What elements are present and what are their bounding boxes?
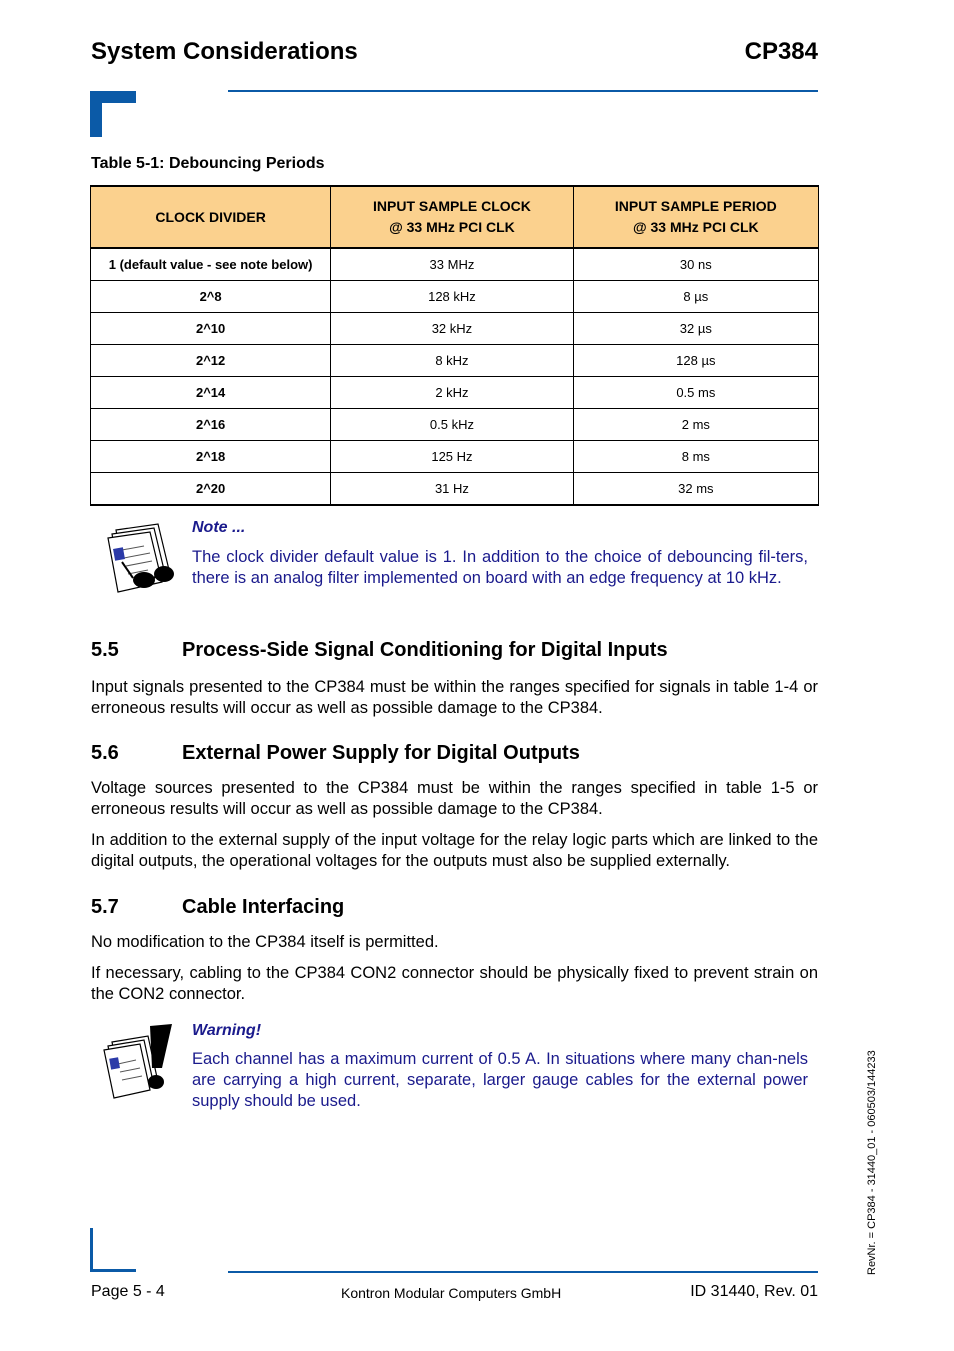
section-heading-5-5 (91, 639, 668, 662)
cell-sample-period: 30 ns (573, 248, 818, 281)
cell-clock-divider: 2^16 (91, 409, 331, 441)
cell-sample-clock: 33 MHz (331, 248, 573, 281)
cell-sample-clock: 2 kHz (331, 377, 573, 409)
table-row (91, 473, 819, 506)
table-header-row (91, 186, 819, 248)
corner-bracket-top-icon (90, 91, 136, 137)
section-title: Process-Side Signal Conditioning for Digital Inputs (182, 639, 668, 661)
cell-sample-period: 2 ms (573, 409, 818, 441)
table-row (91, 345, 819, 377)
cell-clock-divider: 2^12 (91, 345, 331, 377)
footer-company: Kontron Modular Computers GmbH (341, 1285, 562, 1301)
cell-sample-clock: 31 Hz (331, 473, 573, 506)
table-caption: Table 5-1: Debouncing Periods (91, 155, 325, 172)
paragraph: Voltage sources presented to the CP384 must be within the ranges specified in table 1-5 or erroneous results will occur as well as possible damage to the CP384. (91, 779, 818, 818)
section-heading-5-6 (91, 742, 580, 765)
warning-text: Each channel has a maximum current of 0.5 A. In situations where many chan-nels are carrying a high current, separate, larger gauge cables for the external power supply should be used. (192, 1050, 808, 1110)
paragraph: No modification to the CP384 itself is permitted. (91, 933, 439, 951)
footer-rule (228, 1271, 818, 1273)
paragraph: Input signals presented to the CP384 must be within the ranges specified for signals in table 1-4 or erroneous results will occur as well as possible damage to the CP384. (91, 678, 818, 717)
paragraph: If necessary, cabling to the CP384 CON2 connector should be physically fixed to prevent strain on the CON2 connector. (91, 964, 818, 1003)
table-row (91, 441, 819, 473)
section-number: 5.7 (91, 896, 119, 918)
debouncing-periods-table (90, 185, 819, 506)
warning-exclamation-icon (98, 1022, 178, 1100)
table-row (91, 409, 819, 441)
section-title: External Power Supply for Digital Outputs (182, 742, 580, 764)
cell-sample-period: 8 µs (573, 281, 818, 313)
cell-clock-divider: 2^10 (91, 313, 331, 345)
column-header-clock-divider: CLOCK DIVIDER (91, 186, 331, 248)
column-header-input-sample-period (573, 186, 818, 248)
cell-clock-divider: 2^14 (91, 377, 331, 409)
note-text: The clock divider default value is 1. In addition to the choice of debouncing fil-ters, there is an analog filter implemented on board with an edge frequency at 10 kHz. (192, 548, 808, 587)
cell-sample-period: 128 µs (573, 345, 818, 377)
cell-clock-divider: 2^20 (91, 473, 331, 506)
paragraph: In addition to the external supply of the input voltage for the relay logic parts which are linked to the digital outputs, the operational voltages for the outputs must also be supplied externally. (91, 831, 818, 870)
cell-sample-clock: 8 kHz (331, 345, 573, 377)
column-header-line: INPUT SAMPLE PERIOD @ 33 MHz PCI CLK (614, 198, 777, 235)
cell-sample-clock: 0.5 kHz (331, 409, 573, 441)
warning-title: Warning! (192, 1022, 262, 1039)
table-row (91, 281, 819, 313)
cell-sample-clock: 125 Hz (331, 441, 573, 473)
revision-number-vertical: RevNr. = CP384 - 31440_01 - 060503/144233 (866, 1050, 878, 1275)
table-row (91, 248, 819, 281)
section-heading-5-7 (91, 896, 344, 919)
header-rule (228, 90, 818, 92)
header-section-title: System Considerations (91, 38, 358, 65)
column-header-line: INPUT SAMPLE CLOCK @ 33 MHz PCI CLK (373, 198, 531, 235)
cell-clock-divider: 2^18 (91, 441, 331, 473)
section-title: Cable Interfacing (182, 896, 345, 918)
section-number: 5.5 (91, 639, 119, 661)
header-product-name: CP384 (744, 38, 818, 65)
cell-sample-clock: 32 kHz (331, 313, 573, 345)
cell-sample-clock: 128 kHz (331, 281, 573, 313)
cell-clock-divider: 1 (default value - see note below) (91, 248, 331, 281)
corner-bracket-bottom-icon (90, 1228, 136, 1272)
table-row (91, 313, 819, 345)
footer-document-id: ID 31440, Rev. 01 (690, 1283, 818, 1300)
section-number: 5.6 (91, 742, 119, 764)
cell-sample-period: 0.5 ms (573, 377, 818, 409)
cell-sample-period: 32 ms (573, 473, 818, 506)
note-document-icon (98, 522, 178, 598)
note-title: Note ... (192, 519, 246, 536)
column-header-input-sample-clock (331, 186, 573, 248)
cell-sample-period: 32 µs (573, 313, 818, 345)
table-row (91, 377, 819, 409)
cell-sample-period: 8 ms (573, 441, 818, 473)
cell-clock-divider: 2^8 (91, 281, 331, 313)
footer-page-number: Page 5 - 4 (91, 1283, 165, 1300)
